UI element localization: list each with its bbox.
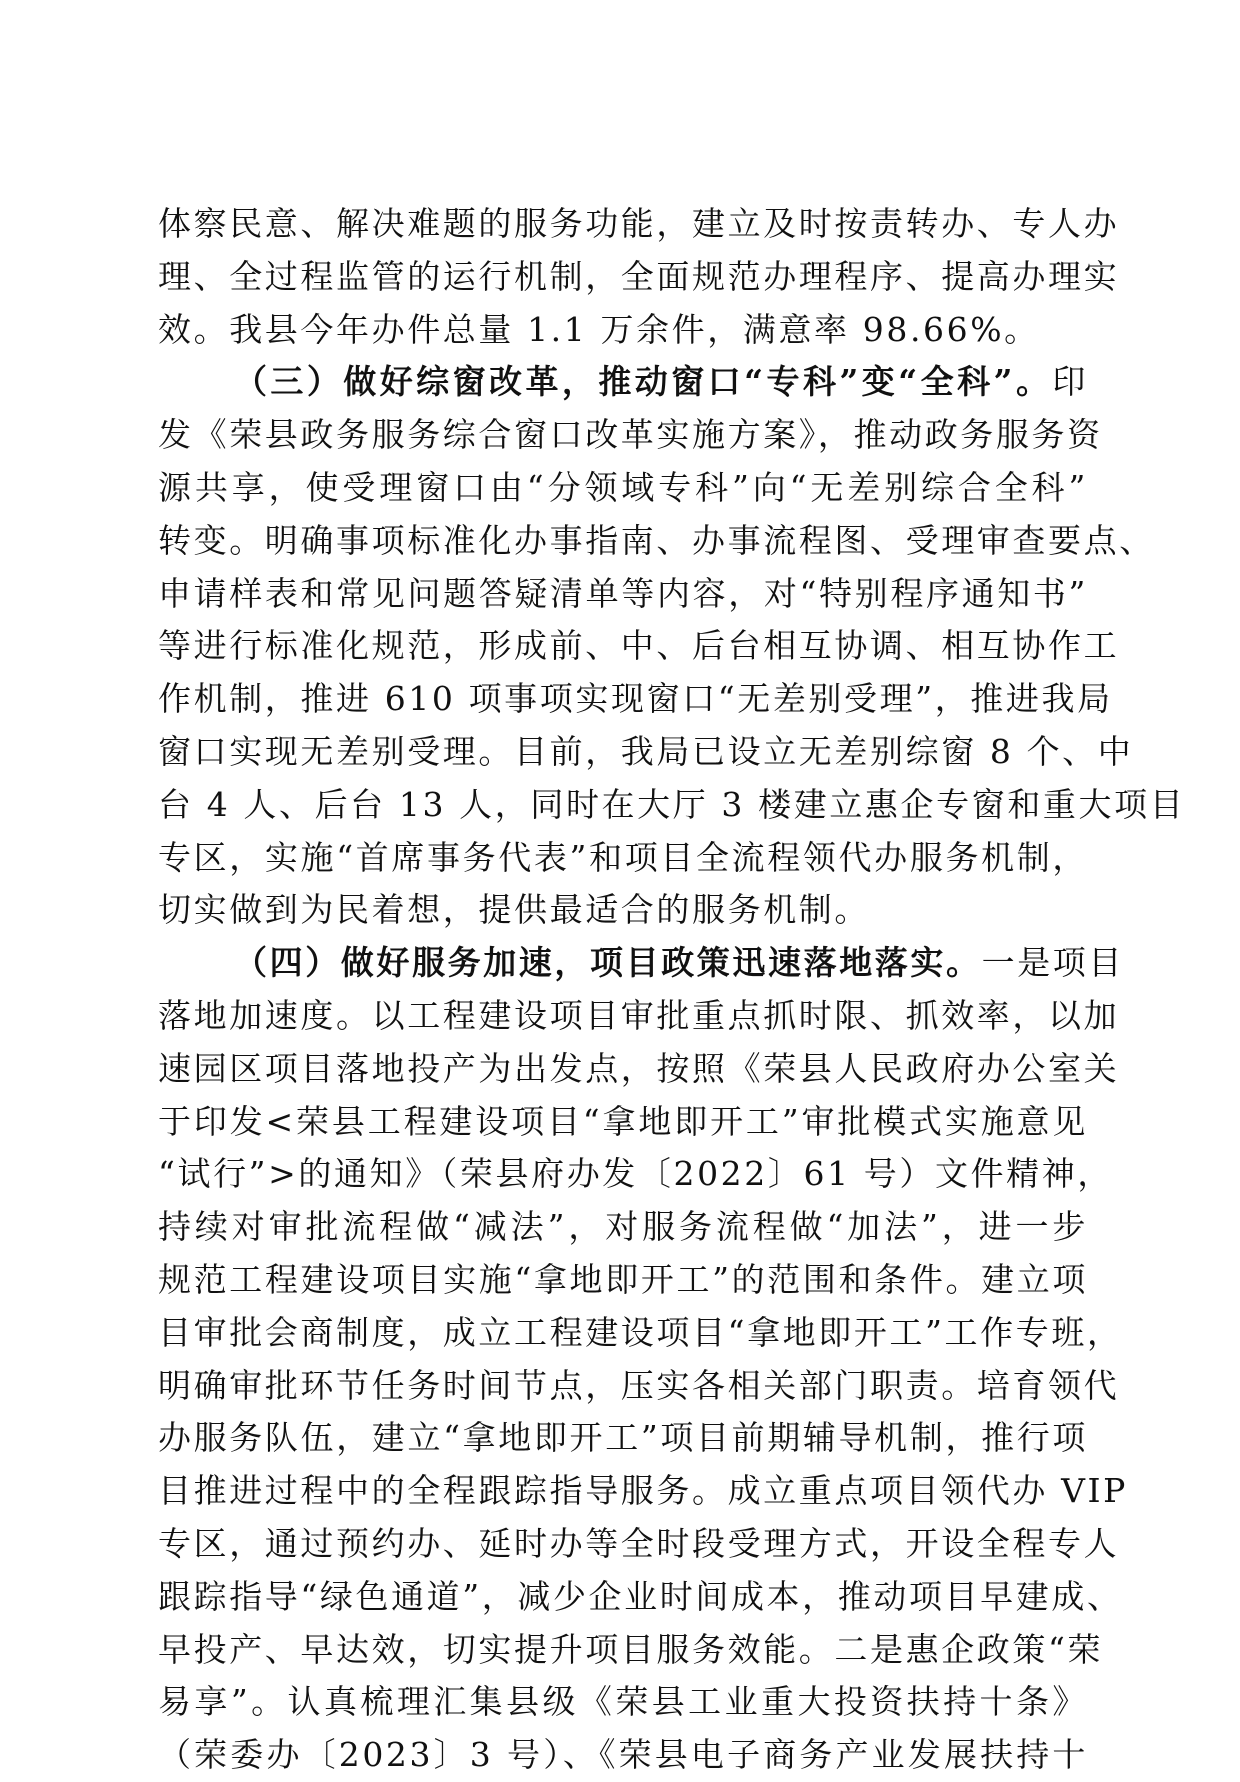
text-line-30 [158, 1729, 1088, 1782]
text-span: 一是项目 [981, 943, 1125, 983]
text-line-20 [158, 1201, 1088, 1254]
text-line-18 [158, 1096, 1088, 1149]
text-span: 发《荣县政务服务综合窗口改革实施方案》，推动政务服务资 [158, 415, 1103, 455]
text-line-6 [158, 462, 1088, 515]
text-line-21 [158, 1254, 1088, 1307]
text-line-2 [158, 251, 1120, 304]
text-span: 专区，实施“首席事务代表”和项目全流程领代办服务机制， [158, 837, 1088, 877]
text-span: 早投产、早达效，切实提升项目服务效能。二是惠企政策“荣 [158, 1629, 1104, 1669]
text-span: “试行”>的通知》（荣县府办发〔2022〕61 号）文件精神， [158, 1154, 1113, 1194]
text-span: 申请样表和常见问题答疑清单等内容，对“特别程序通知书” [158, 573, 1088, 613]
text-span: 等进行标准化规范，形成前、中、后台相互协调、相互协作工 [158, 626, 1120, 666]
text-line-7 [158, 515, 1155, 568]
text-span: 体察民意、解决难题的服务功能，建立及时按责转办、专人办 [158, 204, 1120, 243]
section-3-heading: （三）做好综窗改革，推动窗口“专科”变“全科”。 [234, 362, 1053, 402]
text-span: 效。我县今年办件总量 1.1 万余件，满意率 98.66%。 [158, 309, 1040, 349]
text-span: 源共享，使受理窗口由“分领域专科”向“无差别综合全科” [158, 467, 1088, 507]
text-span: 速园区项目落地投产为出发点，按照《荣县人民政府办公室关 [158, 1048, 1120, 1088]
text-line-22 [158, 1307, 1123, 1360]
text-span: （荣委办〔2023〕3 号）、《荣县电子商务产业发展扶持十 [158, 1735, 1088, 1775]
text-span: 理、全过程监管的运行机制，全面规范办理程序、提高办理实 [158, 256, 1120, 296]
text-span: 窗口实现无差别受理。目前，我局已设立无差别综窗 8 个、中 [158, 731, 1134, 771]
text-span: 目审批会商制度，成立工程建设项目“拿地即开工”工作专班， [158, 1312, 1123, 1352]
text-line-17 [158, 1043, 1120, 1096]
text-line-24 [158, 1412, 1088, 1465]
text-span: 专区，通过预约办、延时办等全时段受理方式，开设全程专人 [158, 1523, 1120, 1563]
text-line-28 [158, 1624, 1104, 1677]
text-span: 切实做到为民着想，提供最适合的服务机制。 [158, 890, 870, 930]
section-3-heading-line [158, 356, 1088, 409]
text-span: 明确审批环节任务时间节点，压实各相关部门职责。培育领代 [158, 1365, 1120, 1405]
text-span: 作机制，推进 610 项事项实现窗口“无差别受理”，推进我局 [158, 679, 1113, 719]
text-span: 办服务队伍，建立“拿地即开工”项目前期辅导机制，推行项 [158, 1418, 1088, 1458]
section-4-heading-line [158, 937, 1125, 990]
text-line-25 [158, 1465, 1128, 1518]
text-span: 落地加速度。以工程建设项目审批重点抓时限、抓效率，以加 [158, 995, 1120, 1035]
text-line-23 [158, 1360, 1120, 1413]
text-line-9 [158, 620, 1120, 673]
text-line-14 [158, 884, 1088, 937]
text-line-29 [158, 1676, 1088, 1729]
text-span: 持续对审批流程做“减法”，对服务流程做“加法”，进一步 [158, 1207, 1088, 1247]
text-line-1 [158, 198, 1120, 251]
text-line-10 [158, 673, 1113, 726]
text-line-13 [158, 832, 1088, 885]
text-span: 转变。明确事项标准化办事指南、办事流程图、受理审查要点、 [158, 520, 1155, 560]
text-span: 目推进过程中的全程跟踪指导服务。成立重点项目领代办 VIP [158, 1471, 1128, 1511]
text-line-3 [158, 304, 1088, 357]
text-span: 台 4 人、后台 13 人，同时在大厅 3 楼建立惠企专窗和重大项目 [158, 784, 1186, 824]
text-line-26 [158, 1518, 1120, 1571]
text-span: 规范工程建设项目实施“拿地即开工”的范围和条件。建立项 [158, 1259, 1088, 1299]
text-span: 跟踪指导“绿色通道”，减少企业时间成本，推动项目早建成、 [158, 1576, 1123, 1616]
text-line-27 [158, 1571, 1123, 1624]
text-span: 易享”。认真梳理汇集县级《荣县工业重大投资扶持十条》 [158, 1682, 1088, 1722]
text-line-16 [158, 990, 1120, 1043]
text-line-11 [158, 726, 1134, 779]
text-span: 于印发<荣县工程建设项目“拿地即开工”审批模式实施意见 [158, 1101, 1088, 1141]
text-line-8 [158, 568, 1088, 621]
text-line-12 [158, 779, 1186, 832]
text-span: 印 [1052, 362, 1088, 402]
text-line-5 [158, 409, 1103, 462]
text-line-19 [158, 1148, 1113, 1201]
document-page [158, 198, 1186, 1782]
section-4-heading: （四）做好服务加速，项目政策迅速落地落实。 [234, 943, 982, 983]
